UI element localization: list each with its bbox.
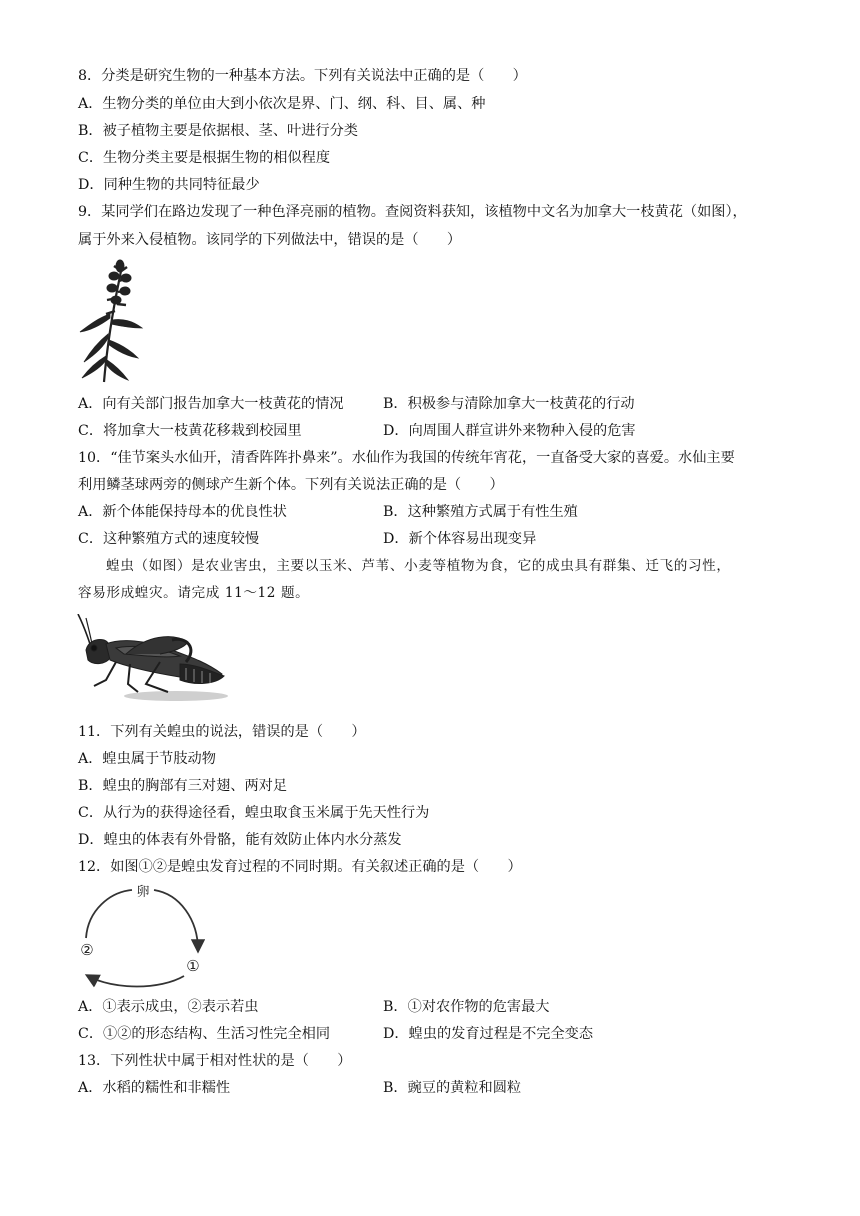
- q11-stem: 11．下列有关蝗虫的说法，错误的是（ ）: [78, 724, 366, 740]
- q8-option-d: D．同种生物的共同特征最少: [78, 177, 260, 193]
- q10-option-d: D．新个体容易出现变异: [383, 531, 537, 547]
- diagram-stage2-label: ②: [80, 941, 94, 959]
- locust-figure: [76, 614, 232, 706]
- q9-option-c: C．将加拿大一枝黄花移栽到校园里: [78, 423, 302, 439]
- q13-option-b: B．豌豆的黄粒和圆粒: [383, 1080, 522, 1096]
- q11-option-b: B．蝗虫的胸部有三对翅、两对足: [78, 778, 288, 794]
- q8-option-b: B．被子植物主要是依据根、茎、叶进行分类: [78, 123, 358, 139]
- q13-option-a: A．水稻的糯性和非糯性: [78, 1080, 231, 1096]
- q12-option-a: A．①表示成虫，②表示若虫: [78, 999, 259, 1015]
- diagram-stage1-label: ①: [186, 957, 200, 975]
- q9-stem-line1: 9．某同学们在路边发现了一种色泽亮丽的植物。查阅资料获知，该植物中文名为加拿大一枝黄花（如图），: [78, 204, 747, 220]
- q8-option-a: A．生物分类的单位由大到小依次是界、门、纲、科、目、属、种: [78, 96, 486, 112]
- q12-option-d: D．蝗虫的发育过程是不完全变态: [383, 1026, 594, 1042]
- q10-option-b: B．这种繁殖方式属于有性生殖: [383, 504, 578, 520]
- q8-option-c: C．生物分类主要是根据生物的相似程度: [78, 150, 331, 166]
- passage-line2: 容易形成蝗灾。请完成 11～12 题。: [78, 585, 310, 601]
- q10-stem-line1: 10．“佳节案头水仙开，清香阵阵扑鼻来”。水仙作为我国的传统年宵花，一直备受大家的喜爱。水仙主要: [78, 450, 735, 466]
- q10-option-c: C．这种繁殖方式的速度较慢: [78, 531, 260, 547]
- q11-option-a: A．蝗虫属于节肢动物: [78, 751, 216, 767]
- diagram-egg-label: 卵: [136, 885, 150, 900]
- locust-life-cycle-diagram: [74, 880, 210, 992]
- q9-option-a: A．向有关部门报告加拿大一枝黄花的情况: [78, 396, 344, 412]
- q9-stem-line2: 属于外来入侵植物。该同学的下列做法中，错误的是（ ）: [78, 232, 462, 248]
- q13-stem: 13．下列性状中属于相对性状的是（ ）: [78, 1053, 352, 1069]
- q11-option-c: C．从行为的获得途径看，蝗虫取食玉米属于先天性行为: [78, 805, 430, 821]
- q10-option-a: A．新个体能保持母本的优良性状: [78, 504, 287, 520]
- q9-option-d: D．向周围人群宣讲外来物种入侵的危害: [383, 423, 636, 439]
- q9-option-b: B．积极参与清除加拿大一枝黄花的行动: [383, 396, 635, 412]
- q11-option-d: D．蝗虫的体表有外骨骼，能有效防止体内水分蒸发: [78, 832, 402, 848]
- q8-stem: 8．分类是研究生物的一种基本方法。下列有关说法中正确的是（ ）: [78, 68, 527, 84]
- q12-option-b: B．①对农作物的危害最大: [383, 999, 550, 1015]
- goldenrod-plant-figure: [76, 258, 144, 386]
- q12-stem: 12．如图①②是蝗虫发育过程的不同时期。有关叙述正确的是（ ）: [78, 859, 522, 875]
- q12-option-c: C．①②的形态结构、生活习性完全相同: [78, 1026, 331, 1042]
- q10-stem-line2: 利用鳞茎球两旁的侧球产生新个体。下列有关说法正确的是（ ）: [78, 477, 504, 493]
- passage-line1: 蝗虫（如图）是农业害虫，主要以玉米、芦苇、小麦等植物为食，它的成虫具有群集、迁飞的习性，: [106, 558, 731, 574]
